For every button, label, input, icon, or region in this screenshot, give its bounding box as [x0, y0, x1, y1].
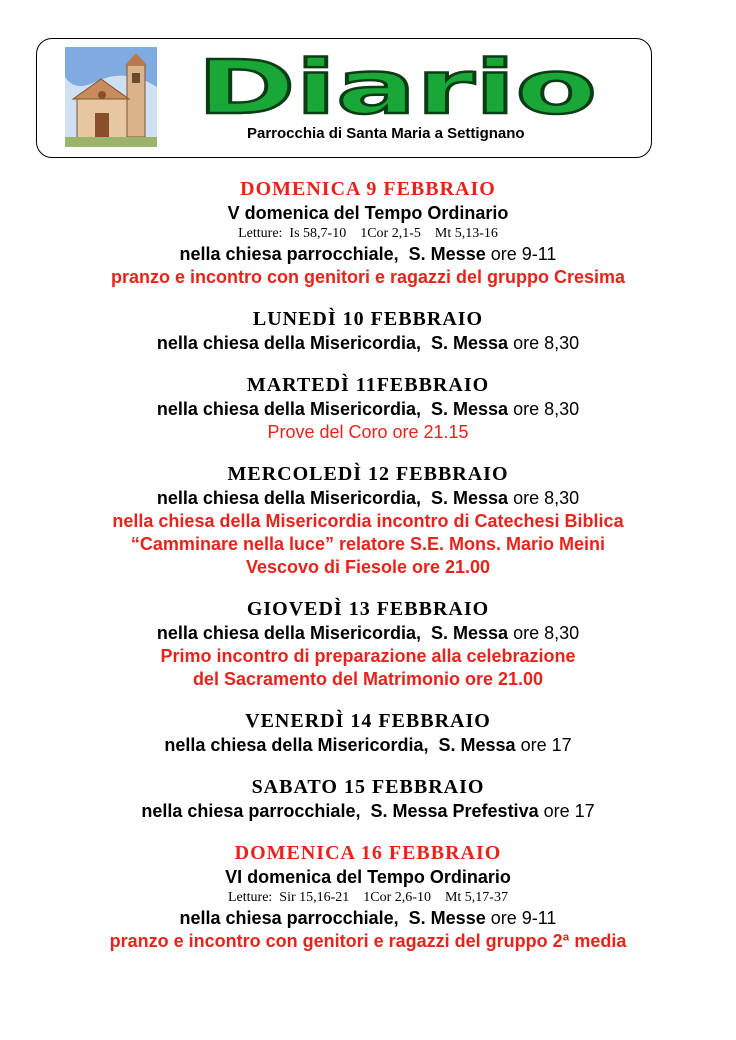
mass-line — [0, 243, 736, 266]
day-heading: LUNEDÌ 10 FEBBRAIO — [252, 308, 484, 330]
day-entry — [0, 840, 736, 953]
mass-label: S. Messa — [431, 399, 509, 419]
mass-time: ore 8,30 — [513, 488, 580, 508]
day-heading: MERCOLEDÌ 12 FEBBRAIO — [227, 463, 509, 485]
event-note: Vescovo di Fiesole ore 21.00 — [245, 557, 491, 577]
mass-time: ore 8,30 — [513, 399, 580, 419]
day-heading: DOMENICA 9 FEBBRAIO — [240, 178, 496, 200]
day-heading: DOMENICA 16 FEBBRAIO — [234, 842, 502, 864]
day-entry — [0, 708, 736, 757]
event-note: Prove del Coro ore 21.15 — [267, 422, 469, 442]
mass-line — [0, 487, 736, 510]
mass-place: nella chiesa parrocchiale, — [179, 244, 399, 264]
header-box — [36, 38, 652, 158]
mass-place: nella chiesa parrocchiale, — [179, 908, 399, 928]
day-entry — [0, 372, 736, 444]
mass-place: nella chiesa della Misericordia, — [156, 488, 421, 508]
mass-time: ore 17 — [543, 801, 595, 821]
mass-line — [0, 622, 736, 645]
mass-place: nella chiesa della Misericordia, — [156, 623, 421, 643]
liturgical-subtitle: V domenica del Tempo Ordinario — [227, 203, 509, 223]
mass-label: S. Messa Prefestiva — [370, 801, 539, 821]
mass-place: nella chiesa parrocchiale, — [141, 801, 361, 821]
day-entry — [0, 461, 736, 579]
diario-title — [187, 45, 607, 125]
readings: Letture: Sir 15,16-21 1Cor 2,6-10 Mt 5,17-37 — [228, 890, 508, 905]
event-note: pranzo e incontro con genitori e ragazzi del gruppo Cresima — [110, 267, 626, 287]
day-heading: MARTEDÌ 11FEBBRAIO — [246, 374, 490, 396]
mass-line — [0, 907, 736, 930]
mass-time: ore 17 — [520, 735, 572, 755]
mass-label: S. Messa — [431, 488, 509, 508]
mass-place: nella chiesa della Misericordia, — [156, 333, 421, 353]
day-entry — [0, 774, 736, 823]
event-note: nella chiesa della Misericordia incontro di Catechesi Biblica — [112, 511, 624, 531]
mass-time: ore 9-11 — [490, 244, 557, 264]
parish-name: Parrocchia di Santa Maria a Settignano — [247, 125, 525, 142]
day-heading: SABATO 15 FEBBRAIO — [251, 776, 485, 798]
mass-line — [0, 332, 736, 355]
mass-label: S. Messa — [431, 623, 509, 643]
mass-line — [0, 800, 736, 823]
mass-label: S. Messa — [438, 735, 516, 755]
readings: Letture: Is 58,7-10 1Cor 2,1-5 Mt 5,13-16 — [238, 226, 498, 241]
mass-line — [0, 398, 736, 421]
liturgical-subtitle: VI domenica del Tempo Ordinario — [225, 867, 511, 887]
mass-line — [0, 734, 736, 757]
mass-place: nella chiesa della Misericordia, — [156, 399, 421, 419]
day-entry — [0, 596, 736, 691]
event-note: pranzo e incontro con genitori e ragazzi del gruppo 2ª media — [109, 931, 627, 951]
event-note: del Sacramento del Matrimonio ore 21.00 — [192, 669, 544, 689]
calendar — [0, 176, 736, 953]
mass-label: S. Messe — [408, 908, 486, 928]
mass-time: ore 8,30 — [513, 333, 580, 353]
mass-time: ore 9-11 — [490, 908, 557, 928]
mass-place: nella chiesa della Misericordia, — [164, 735, 429, 755]
diario-title-text: Diario — [197, 45, 597, 125]
mass-label: S. Messa — [431, 333, 509, 353]
day-heading: GIOVEDÌ 13 FEBBRAIO — [246, 598, 490, 620]
church-illustration — [65, 47, 157, 147]
mass-label: S. Messe — [408, 244, 486, 264]
day-entry — [0, 176, 736, 289]
day-heading: VENERDÌ 14 FEBBRAIO — [245, 710, 491, 732]
mass-time: ore 8,30 — [513, 623, 580, 643]
event-note: Primo incontro di preparazione alla celebrazione — [160, 646, 576, 666]
day-entry — [0, 306, 736, 355]
event-note: “Camminare nella luce” relatore S.E. Mons. Mario Meini — [130, 534, 606, 554]
